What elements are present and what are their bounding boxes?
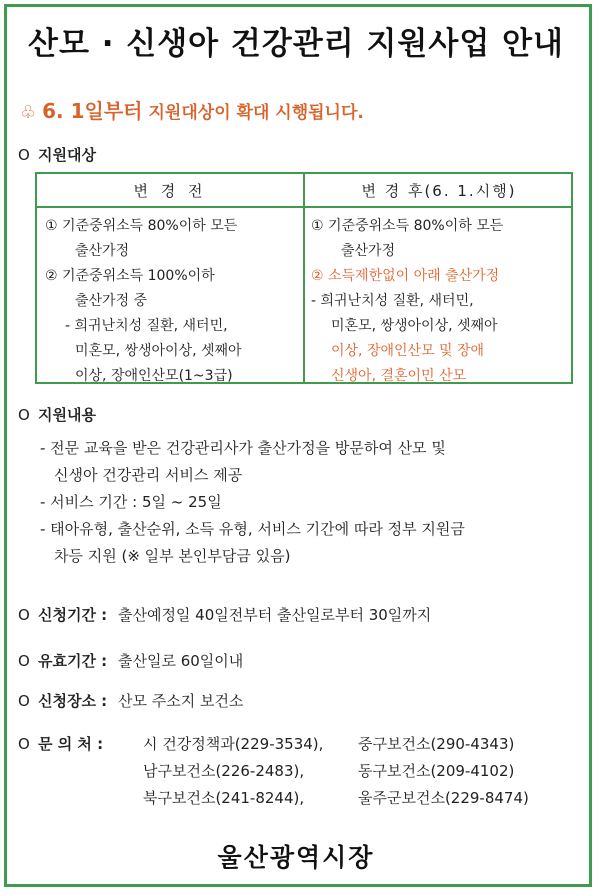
content-line: 신생아 건강관리 서비스 제공 [54,466,243,484]
header-after: 변 경 후(6. 1.시행) [361,182,517,200]
contact-entry: 울주군보건소(229-8474) [358,789,529,807]
before-line: ① 기준중위소득 80%이하 모든 [45,218,238,234]
after-cell [311,214,503,389]
bullet-marker: O [18,146,30,164]
contact-entry: 남구보건소(226-2483), [143,762,305,780]
content-line: 차등 지원 (※ 일부 본인부담금 있음) [54,547,291,565]
section-label: 유효기간 : [38,652,108,670]
content-line: - 전문 교육을 받은 건강관리사가 출산가정을 방문하여 산모 및 [40,439,446,457]
valid-value: 출산일로 60일이내 [117,652,244,670]
before-line: 출산가정 중 [75,293,148,309]
section-label: 신청기간 : [38,606,108,624]
section-label: 지원내용 [38,406,96,424]
contact-entry: 북구보건소(241-8244), [143,789,305,807]
contact-entry: 시 건강정책과(229-3534), [143,735,324,753]
content-list [40,435,465,570]
page-title: 산모 · 신생아 건강관리 지원사업 안내 [28,26,564,62]
section-period [18,604,431,625]
section-content-heading [18,404,96,425]
before-line: 미혼모, 쌍생아이상, 셋째아 [75,343,242,359]
after-line: 출산가정 [341,243,396,259]
period-value: 출산예정일 40일전부터 출산일로부터 30일까지 [117,606,432,624]
notice-banner [20,95,364,124]
after-line-highlight: 이상, 장애인산모 및 장애 [331,343,485,359]
contact-entry: 동구보건소(209-4102) [358,762,515,780]
before-cell [45,214,242,389]
content-line: - 서비스 기간 : 5일 ~ 25일 [40,493,222,511]
section-place [18,690,243,711]
contact-entry: 중구보건소(290-4343) [358,735,515,753]
section-valid [18,650,243,671]
after-line: ① 기준중위소득 80%이하 모든 [311,218,504,234]
issuer-name: 울산광역시장 [217,843,375,872]
table-divider-horizontal [37,206,571,208]
notice-date: 6. 1일부터 [42,99,143,123]
after-line: 미혼모, 쌍생아이상, 셋째아 [331,318,498,334]
after-line: - 희귀난치성 질환, 새터민, [311,293,474,309]
section-label: 신청장소 : [38,692,108,710]
bullet-marker: O [18,735,30,753]
place-value: 산모 주소지 보건소 [117,692,244,710]
before-line: 출산가정 [75,243,130,259]
notice-text: 지원대상이 확대 시행됩니다. [148,103,364,123]
before-line: - 희귀난치성 질환, 새터민, [65,318,228,334]
after-line-highlight: 신생아, 결혼이민 산모 [331,368,467,384]
change-table [35,172,573,384]
before-line: 이상, 장애인산모(1~3급) [75,368,233,384]
bullet-marker: O [18,406,30,424]
clover-icon: ♧ [20,102,37,123]
section-label: 지원대상 [38,146,96,164]
section-label: 문 의 처 : [38,735,104,753]
after-line-highlight: ② 소득제한없이 아래 출산가정 [311,268,500,284]
section-contact [18,733,103,754]
header-before: 변 경 전 [133,182,207,200]
content-line: - 태아유형, 출산순위, 소득 유형, 서비스 기간에 따라 정부 지원금 [40,520,465,538]
before-line: ② 기준중위소득 100%이하 [45,268,215,284]
section-target-heading [18,144,96,165]
bullet-marker: O [18,652,30,670]
bullet-marker: O [18,692,30,710]
bullet-marker: O [18,606,30,624]
